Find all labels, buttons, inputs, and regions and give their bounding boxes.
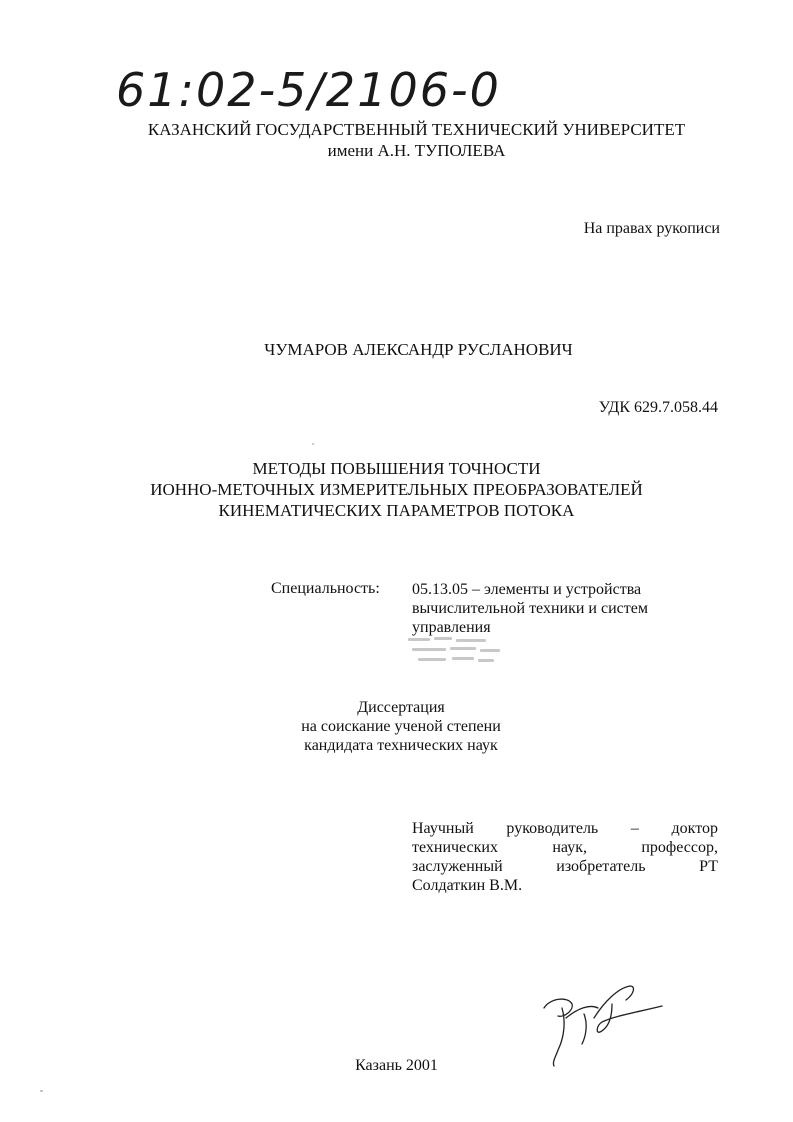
- title-line-2: ИОННО-МЕТОЧНЫХ ИЗМЕРИТЕЛЬНЫХ ПРЕОБРАЗОВАТЕЛЕЙ: [150, 480, 643, 499]
- handwritten-archive-code: [112, 58, 532, 120]
- degree-line-2: кандидата технических наук: [304, 737, 498, 754]
- handwritten-code-text: 61:02-5/2106-0: [116, 63, 501, 117]
- supervisor-word: заслуженный: [412, 858, 503, 875]
- scientific-supervisor-block: [412, 819, 718, 895]
- supervisor-word: РТ: [699, 858, 718, 875]
- specialty-label: Специальность:: [271, 580, 380, 597]
- supervisor-word: технических: [412, 839, 498, 856]
- title-line-1: МЕТОДЫ ПОВЫШЕНИЯ ТОЧНОСТИ: [252, 459, 541, 478]
- handwritten-signature: [538, 978, 688, 1068]
- city-and-year: Казань 2001: [355, 1057, 438, 1074]
- specialty-line-1: 05.13.05 – элементы и устройства: [412, 581, 642, 598]
- supervisor-word: Научный: [412, 820, 474, 837]
- specialty-value: [412, 580, 648, 637]
- supervisor-line-1: [412, 819, 718, 838]
- supervisor-word: доктор: [671, 820, 718, 837]
- scan-speck: [40, 1090, 43, 1092]
- scan-speck: [312, 443, 314, 445]
- title-line-3: КИНЕМАТИЧЕСКИХ ПАРАМЕТРОВ ПОТОКА: [218, 501, 575, 520]
- specialty-line-3: управления: [412, 619, 491, 636]
- udc-code: УДК 629.7.058.44: [598, 399, 718, 416]
- author-name: ЧУМАРОВ АЛЕКСАНДР РУСЛАНОВИЧ: [264, 340, 573, 359]
- supervisor-word: руководитель: [506, 820, 599, 837]
- supervisor-name: Солдаткин В.М.: [412, 877, 523, 894]
- dissertation-degree-block: [286, 698, 516, 755]
- supervisor-dash: –: [630, 820, 639, 837]
- stamp-smudge: [404, 634, 514, 668]
- specialty-line-2: вычислительной техники и систем: [412, 600, 648, 617]
- supervisor-word: изобретатель: [556, 858, 646, 875]
- supervisor-line-2: [412, 838, 718, 857]
- university-name: КАЗАНСКИЙ ГОСУДАРСТВЕННЫЙ ТЕХНИЧЕСКИЙ УНИВЕРСИТЕТ: [147, 120, 686, 139]
- degree-line-1: на соискание ученой степени: [301, 718, 501, 735]
- supervisor-line-3: [412, 857, 718, 876]
- manuscript-rights-note: На правах рукописи: [583, 220, 720, 237]
- dissertation-label: Диссертация: [357, 699, 445, 716]
- supervisor-word: наук,: [552, 839, 587, 856]
- dissertation-title: [0, 458, 793, 521]
- supervisor-word: профессор,: [641, 839, 718, 856]
- university-named-after: имени А.Н. ТУПОЛЕВА: [327, 141, 506, 160]
